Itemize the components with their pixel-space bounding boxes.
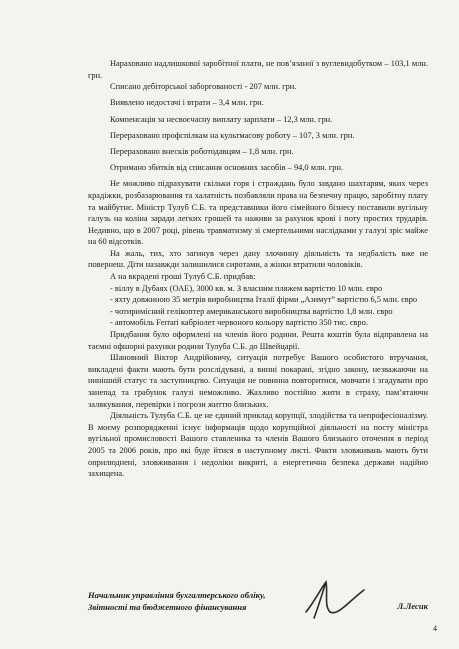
paragraph: - автомобіль Ferrari кабріолет червоного кольору вартістю 350 тис. євро. [110, 318, 368, 328]
paragraph: Придбання було оформлені на членів його родини. Решта коштів була відправлена на таємні офшорні рахунки родини Тулуба С.Б. до Швейцарії. [88, 330, 428, 351]
paragraph: Виявлено недостачі і втрати – 3,4 млн. грн. [110, 98, 264, 108]
paragraph: Нараховано надлишкової заробітної плати, не пов’язаної з вуглевидобутком – 103,1 млн. грн. [88, 59, 428, 80]
paragraph: Діяльність Тулуба С.Б. це не єдиний приклад корупції, злодійства та непрофесіоналізму. В моєму розпорядженні існує інформація щодо корупційної діяльності на посту міністра вугільної промисловості Вашого ставленика та членів Вашого близького оточення в період 2005 та 2006 років, про які буде йтися в наступному листі. Факти зловживань мають бути оприлюднені, зловживання і недоліки викриті, а енергетична безпека держави надійно захищена. [88, 411, 428, 479]
paragraph: Перераховано внесків роботодавцям – 1,8 млн. грн. [110, 146, 294, 156]
signature-block [88, 590, 428, 613]
signer-title-line1: Начальник управління бухгалтерського обліку, [88, 590, 266, 600]
paragraph: Не можливо підрахувати скільки горя і страждань було завдано шахтарям, яких через крадіжки, розбазарювання та халатність позбавляли права на безпечну працю, заробітну плату та майбутнє. Міністр Тулуб С.Б. та представники його сімейного бізнесу поставили вугільну галузь на коліна заради легких грошей та наживи за рахунок крові і поту простих трударів. Недивно, що в 2007 році, рівень травматизму зі смертельними наслідками у галузі зріс майже на 60 відсотків. [88, 179, 428, 247]
document-body [88, 58, 428, 480]
paragraph: На жаль, тих, хто загинув через дану злочинну діяльність та недбалість вже не повернеш. Діти назавжди залишилися сиротами, а жінки втратили чоловіків. [88, 248, 428, 270]
paragraph: Списано дебіторської заборгованості - 207 млн. грн. [110, 82, 297, 92]
paragraph: Отримано збитків від списання основних засобів – 94,0 млн. грн. [110, 163, 344, 173]
paragraph: Перераховано профспілкам на культмасову роботу – 107, 3 млн. грн. [110, 130, 355, 140]
paragraph: - віллу в Дубаях (ОАЕ), 3000 кв. м. З власним пляжем вартістю 10 млн. євро [110, 283, 383, 293]
signer-name: Л.Лесик [397, 601, 428, 611]
paragraph: - яхту довжиною 35 метрів виробництва Італії фірми „Азимут” вартістю 6,5 млн. євро [110, 295, 418, 305]
paragraph: Шановний Віктор Андрійовичу, ситуація потребує Вашого особистого втручання, викладені факти мають бути розслідувані, а винні покарані, згідно закону, незважаючи на нинішній статус та заступництво. Ситуація не повинна повторитися, мовчати і згадувати про занепад та грабунок галузі неможливо. Жахливо постійно жити в страху, пам’ятаючи залякування, перевірки і погрози життю близьких. [88, 353, 428, 409]
paragraph: - чотиримісний гелікоптер американського виробництва вартістю 1,8 млн. євро [110, 306, 393, 316]
paragraph: А на вкрадені гроші Тулуб С.Б. придбав: [110, 272, 256, 282]
page-number: 4 [433, 624, 437, 633]
paragraph: Компенсація за несвоєчасну виплату зарплати – 12,3 млн. грн. [110, 114, 333, 124]
signer-title-line2: Звітності та бюджетного фінансування [88, 601, 247, 612]
